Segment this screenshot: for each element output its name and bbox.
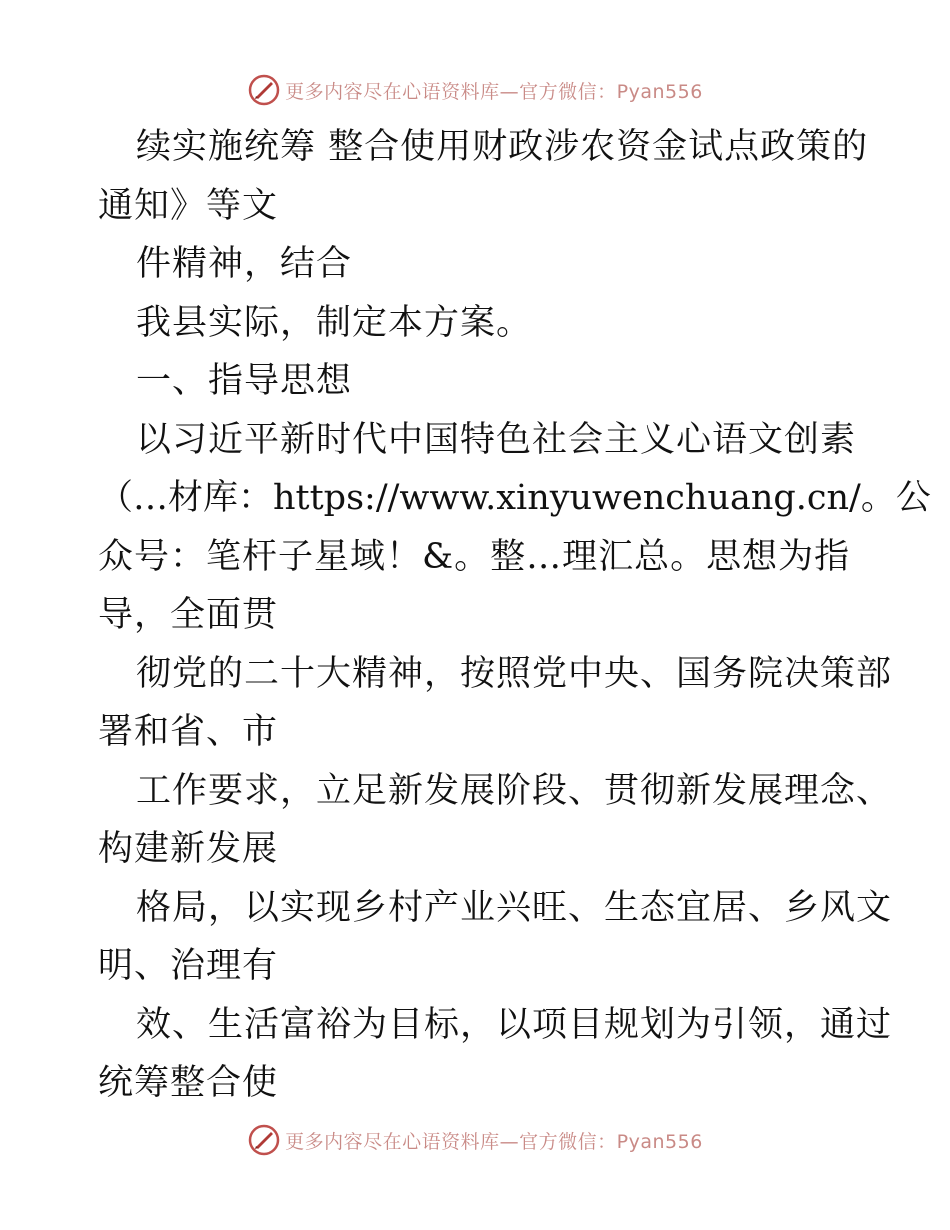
body-line: 续实施统筹 整合使用财政涉农资金试点政策的: [136, 127, 869, 167]
quill-seal-logo-icon: [247, 73, 281, 107]
header-banner-text: 更多内容尽在心语资料库—官方微信：Pyan556: [285, 80, 703, 103]
body-line: 构建新发展: [98, 829, 279, 869]
body-line: 统筹整合使: [98, 1063, 279, 1103]
body-line: 格局，以实现乡村产业兴旺、生态宜居、乡风文: [136, 887, 893, 928]
header-banner: [0, 70, 950, 110]
body-line: 效、生活富裕为目标，以项目规划为引领，通过: [136, 1004, 893, 1045]
body-line: 明、治理有: [98, 946, 279, 986]
body-line: 众号：笔杆子星域！&。整…理汇总。思想为指: [98, 536, 851, 577]
footer-banner: [0, 1120, 950, 1160]
section-heading: 一、指导思想: [136, 361, 353, 401]
body-line: 件精神，结合: [136, 244, 353, 284]
footer-banner-text: 更多内容尽在心语资料库—官方微信：Pyan556: [285, 1130, 703, 1153]
document-body: [98, 118, 931, 1113]
body-line: 工作要求，立足新发展阶段、贯彻新发展理念、: [136, 770, 893, 811]
quill-seal-logo-icon: [247, 1123, 281, 1157]
body-line: 以习近平新时代中国特色社会主义心语文创素: [136, 419, 857, 460]
body-line: （…材库：https://www.xinyuwenchuang.cn/。公: [98, 478, 931, 518]
body-line: 署和省、市: [98, 712, 279, 752]
body-line: 彻党的二十大精神，按照党中央、国务院决策部: [136, 653, 893, 694]
body-line: 我县实际，制定本方案。: [136, 302, 533, 343]
body-line: 导，全面贯: [98, 595, 279, 635]
body-line: 通知》等文: [98, 185, 279, 226]
